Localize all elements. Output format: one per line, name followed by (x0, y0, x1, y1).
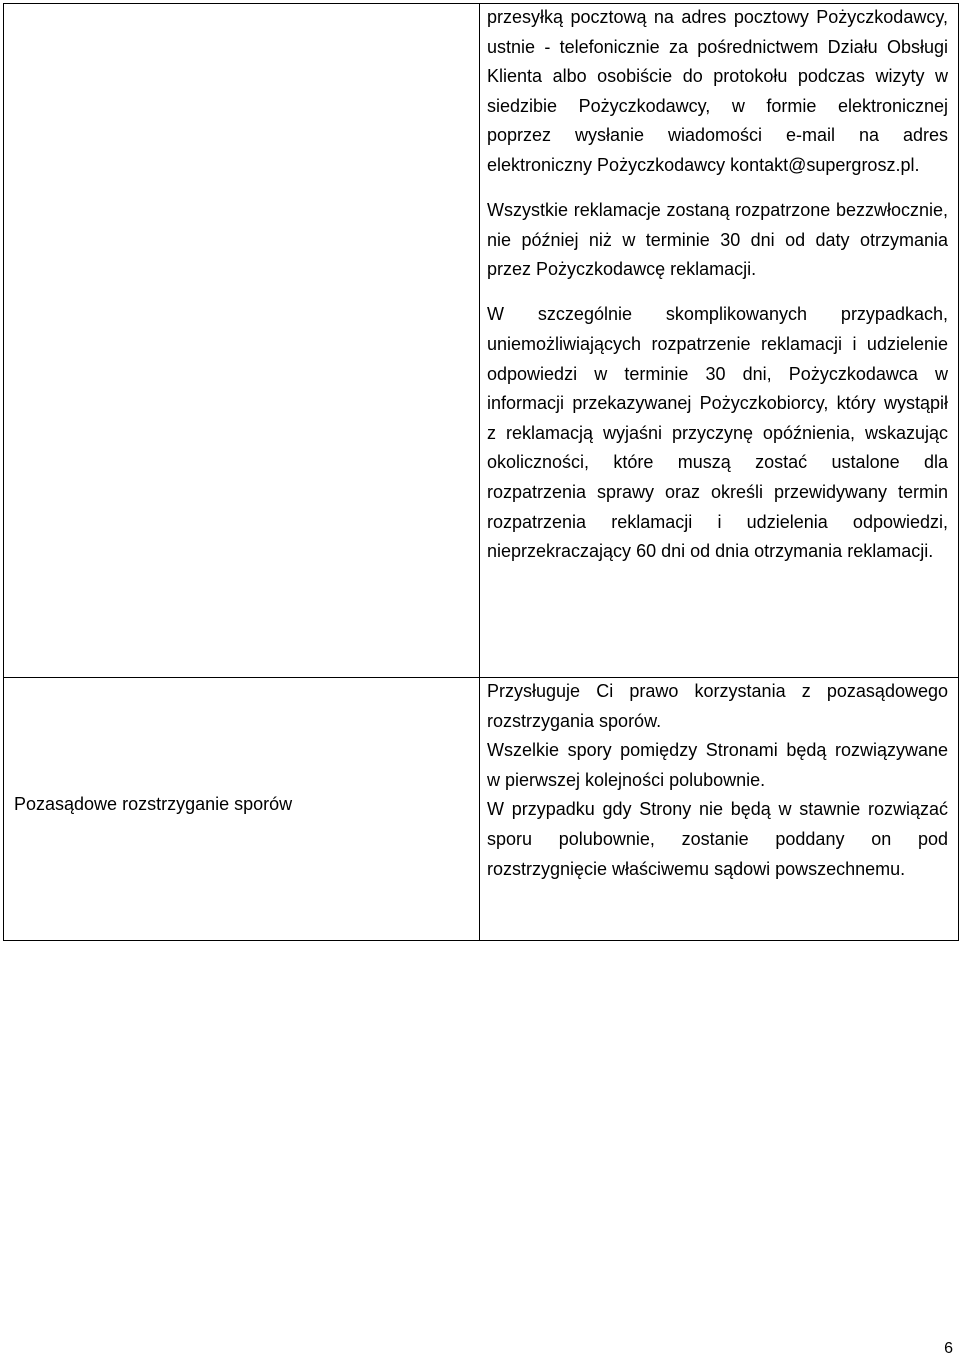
info-table (3, 3, 959, 941)
paragraph-dispute-amicable: Wszelkie spory pomiędzy Stronami będą rozwiązywane w pierwszej kolejności polubownie. (487, 740, 948, 790)
table-row (4, 678, 959, 941)
paragraph-complaint-channels: przesyłką pocztową na adres pocztowy Pożyczkodawcy, ustnie - telefonicznie za pośrednictwem Działu Obsługi Klienta albo osobiście do protokołu podczas wizyty w siedzibie Pożyczkodawcy, w formie elektronicznej poprzez wysłanie wiadomości e-mail na adres elektroniczny Pożyczkodawcy kontakt@supergrosz.pl. (487, 7, 948, 175)
table-cell-label (4, 678, 480, 941)
table-cell-label-empty (4, 4, 480, 678)
complaint-text-block (480, 3, 958, 567)
table-row (4, 4, 959, 678)
row-label-dispute-resolution: Pozasądowe rozstrzyganie sporów (14, 794, 293, 815)
page-number: 6 (944, 1340, 953, 1357)
table-cell-content (480, 678, 959, 941)
row-label (4, 4, 479, 12)
paragraph-complaint-extension: W szczególnie skomplikowanych przypadkach, uniemożliwiających rozpatrzenie reklamacji i udzielenie odpowiedzi w terminie 30 dni, Pożyczkodawca w informacji przekazywanej Pożyczkobiorcy, który wystąpił z reklamacją wyjaśni przyczynę opóźnienia, wskazując okoliczności, które muszą zostać ustalone dla rozpatrzenia sprawy oraz określi przewidywany termin rozpatrzenia reklamacji i udzielenia odpowiedzi, nieprzekraczający 60 dni od dnia otrzymania reklamacji. (487, 304, 948, 562)
paragraph-dispute-right: Przysługuje Ci prawo korzystania z pozasądowego rozstrzygania sporów. (487, 681, 948, 731)
dispute-text-block (480, 677, 958, 884)
paragraph-dispute-court: W przypadku gdy Strony nie będą w stawnie rozwiązać sporu polubownie, zostanie poddany on pod rozstrzygnięcie właściwemu sądowi powszechnemu. (487, 799, 948, 879)
paragraph-complaint-deadline: Wszystkie reklamacje zostaną rozpatrzone bezzwłocznie, nie później niż w terminie 30 dni od daty otrzymania przez Pożyczkodawcę reklamacji. (487, 200, 948, 280)
table-cell-content (480, 4, 959, 678)
